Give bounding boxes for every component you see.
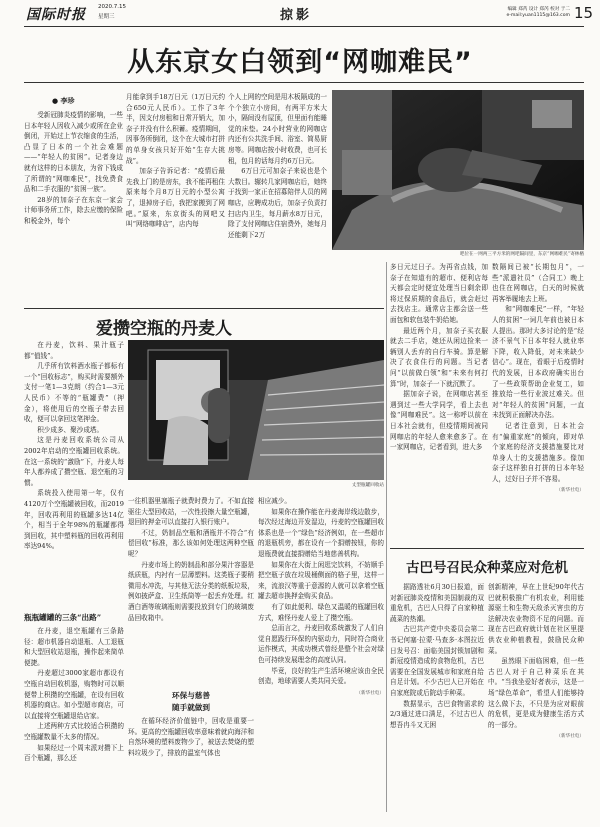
netcafe-photo bbox=[332, 90, 584, 250]
issue-date: 2020.7.15 bbox=[98, 4, 126, 10]
paper-logo: 国际时报 bbox=[26, 7, 86, 23]
paragraph: 据路透社6月30日报道，面对新冠肺炎疫情和美国制裁的双重危机，古巴人只得了自家种植蔬菜的热潮。 bbox=[390, 583, 484, 623]
paragraph: 记者注意到，日本社会有“偏重家庭”的倾向，即对单个家庭的经济支援措施要比对单身人士的支援措施多。像加奈子这样独自打拼的日本年轻人，过好日子并不容易。 bbox=[492, 421, 584, 483]
paragraph: 创新精神，早在上世纪90年代古巴就积极推广有机农业，利用能源驱土和生物天敌杀灭害虫的方法解决农业物资不足的问题。而现在古巴政府就计划在社区里提供农业种植教程，鼓励民众种菜。 bbox=[488, 583, 584, 655]
article2-col2 bbox=[128, 496, 254, 686]
article2-subheading-1: 瓶瓶罐罐的三条“出路” bbox=[24, 613, 102, 622]
paragraph: 多日元过日子。为再省点钱，加奈子在知道有的超市、便利店每天都会定时便宜处理当日剩余即将过保质期的食品后，就会赶过去找店主。通常店主都会送一些面包和软包装牛奶给她。 bbox=[390, 263, 488, 324]
article1-col5 bbox=[492, 262, 584, 502]
article2-col1 bbox=[24, 340, 124, 610]
article2-top-rule bbox=[24, 308, 384, 309]
article2-headline: 爱攒空瓶的丹麦人 bbox=[96, 319, 232, 339]
article2-col1b bbox=[24, 626, 124, 816]
article1-byline bbox=[52, 96, 75, 106]
paragraph: 不过，奶制品空瓶和酒瓶并不符合“有偿回收”标准，那么该如何处理这两种空瓶呢？ bbox=[128, 528, 254, 558]
paragraph: 如果你在大街上闲逛完饮料，不妨顺手把空瓶子放在垃圾桶侧面的格子里，这样一来，流浪汉等重于意源的人就可以拿着空瓶罐去超市换押金购买食品。 bbox=[258, 560, 384, 601]
article2-col2b bbox=[128, 716, 254, 812]
article1-col3 bbox=[228, 92, 327, 305]
paragraph: 数据显示，古巴食物需求的2/3通过进口满足，不过古巴人想吾冉斗又无困 bbox=[390, 699, 484, 729]
page-number: 15 bbox=[574, 4, 594, 22]
paragraph: 上述两种方式比较适合积攒的空瓶罐数量不太多的情况。 bbox=[24, 722, 124, 741]
paragraph: 受新冠肺炎疫情的影响，一些日本年轻人因收入减少或所在企业倒闭，开始过上节衣缩食的生活，凸显了日本的一个社会难题——“年轻人的贫困”。记者身边就有这样的日本朋友，为省下钱成了所谓的“网咖难民”，找免费食品和二手衣服的“贫困一族”。 bbox=[24, 111, 123, 194]
paragraph: 据加奈子说，在网咖店甚至遇到过一些大学同学，看上去也像“网咖难民”。这一称呼以前在日本社会就有，但疫情期间被同网咖店的年轻人愈来愈多了。在一家网咖店，记者看到，进大多 bbox=[390, 390, 488, 452]
headline-rule bbox=[24, 82, 584, 83]
issue-weekday: 星期三 bbox=[98, 14, 115, 20]
paragraph: 数隔间已被“长期包月”，一些“派遣社员”（合同工）晚上也住在网咖店，白天的时候就再客举履地去上班。 bbox=[492, 263, 584, 303]
source-note: （新华社电） bbox=[556, 488, 584, 494]
recycling-photo bbox=[128, 340, 384, 480]
source-note: （新华社电） bbox=[356, 690, 384, 696]
paragraph: 和“网咖难民”一样，“年轻人的贫困”一词几年前也被日本人提出。那时大多讨论的是“经济不景气下日本年轻人就业率下降，收入降低，对未来缺少信心”。现在，看眼于后疫情时代的发展，日本政府确实出台了一些政策帮助企业复工，如推放给一些行业波过难关。但对“年轻人的贫困”问题，一直未找到正面解决办法。 bbox=[492, 305, 584, 420]
paragraph: 月能拿到手18万日元（1万日元约合650元人民币）。工作了3年半，因支付房租和日常开销大，加奈子并没有什么积蓄。疫情期间，因事务所倒闭，这个在大城市打拼的单身女孩只好开始“生存大挑战”。 bbox=[126, 93, 225, 165]
paragraph: 在丹麦，退空瓶罐有三条路径：超市机器自动退瓶、人工退瓶和大型回收站退瓶，操作起来简单便捷。 bbox=[24, 627, 124, 667]
paragraph: 在丹麦，饮料、果汁瓶子都“值钱”。 bbox=[24, 341, 124, 360]
article3-col1 bbox=[390, 582, 484, 814]
netcafe-photo-caption: 吧位在一网两三平方米的网吧隔间里，东京“网咖难民”寄林楢 bbox=[459, 252, 584, 257]
paragraph: 丹麦市场上的奶制品和部分果汁容器是纸质瓶，内衬有一层薄塑料。这类瓶子要稍微用水冲洗，与其他无法分类的纸板垃圾，例如披萨盒、卫生纸筒等一起丢弃处理。红酒白酒等玻璃瓶则需要投放到专门的玻璃废品回收箱中。 bbox=[128, 560, 254, 622]
paragraph: 加奈子告诉记者：“疫情后最先我上门的是房东，我不能再租住原来每个月8万日元的小型公寓了，退掉房子后，我把家搬到了网吧。”原来，东京街头的网吧又叫“网络咖啡店”，店内每 bbox=[126, 167, 225, 229]
paragraph: 积少成多、聚沙成塔。 bbox=[37, 425, 104, 434]
paragraph: 28岁的加奈子在东京一家会计师事务所工作，除去应缴的保险和税金外，每个 bbox=[24, 195, 123, 225]
source-note: （新华社电） bbox=[556, 734, 584, 740]
paragraph: 古巴共产党中央委员会第二书记何塞·拉蒙·马查多·本图拉近日发号召：面临美国封锁加剧和新冠疫情造成的食物危机，古巴需要在全国发展城市和家庭自给自足计划。不少古巴人已开始在自家庭院或后院动手种菜。 bbox=[390, 625, 484, 697]
paragraph: 个人上网的空间是用木板隔成的一个个独立小房间，有两平方米大小，隔间没有屋顶，但里面有能睡觉的床垫。24小时营业的网咖店内还有公共洗手间、浴室、简易厨房等。网咖店按小时收费，也可长租，包月的话每月约6万日元。 bbox=[228, 93, 327, 165]
paragraph: 几乎所有饮料酒水瓶子都标有一个“回收标志”，购买时需要额外支付一笔1—3克朗（约合1—3元人民币）不等的“瓶罐费”（押金），将使用后的空瓶子带去回收，便可以拿回这笔押金。 bbox=[24, 362, 124, 424]
article3-top-rule bbox=[390, 548, 584, 549]
paragraph: 毕竟，良好的生产生活环境应该由全民创造，地球需要人类共同关爱。 bbox=[258, 666, 384, 686]
editor-line: 编辑 郑芮 设计 郑芮 校对 于二 bbox=[507, 7, 570, 12]
paragraph: 虽然眼下面临困难，但一些古巴人对于自己种菜乐在其中。“当我坐爱好者表示，这是一场“绿色革命”，希望人们能够持这么做下去，不只是为应对眼前的危机，更是成为健康生活方式的一部分。 bbox=[488, 657, 584, 729]
article1-col1 bbox=[24, 110, 123, 305]
email-line: e-mail:yuan1115@163.com bbox=[506, 13, 570, 18]
person-icon: ● bbox=[52, 96, 59, 105]
article1-col4 bbox=[390, 262, 488, 502]
masthead bbox=[0, 0, 600, 34]
paragraph: 相应减少。 bbox=[258, 497, 291, 505]
paragraph: 总而言之，丹麦回收系统激发了人们自觉自愿践行环保的内驱动力，同时符合商业运作模式，其成功模式曾经是整个社会对绿色可持续发展理念的高度认同。 bbox=[258, 624, 384, 664]
paragraph: 一往机器里塞瓶子就费时费力了。不如直接驱往大型回收站，一次性投擦大量空瓶罐，退回的押金可以直接打入银行账户。 bbox=[128, 497, 254, 527]
paragraph: 有了如此便利、绿色又温暖的瓶罐回收方式，难怪丹麦人爱上了攒空瓶。 bbox=[258, 602, 384, 622]
paragraph: 最近两个月，加奈子买衣服就去二手店，她还从闲边捡来一辆别人丢弃的自行车骑。算是解决了衣食住行的问题。当记者问“以前做白领”和“未来有何打算”时，加奈子一下就沉默了。 bbox=[390, 326, 488, 388]
section-title: 掠影 bbox=[280, 8, 313, 23]
subheading-line: 环保与慈善 bbox=[172, 691, 210, 700]
author-name: 李珍 bbox=[60, 96, 75, 105]
paragraph: 6万日元可加奈子来说也是个大数目。辗转几家网咖店后，她终于找到一家正在招募陪伴人员的网咖店，应聘成功后，加奈子负责打扫店内卫生，每月薪水8万日元，除了支付网咖店住宿费外，她每月还能剩下2万 bbox=[228, 167, 327, 239]
article1-col2 bbox=[126, 92, 225, 305]
paragraph: 如果经过一个周末派对攒下上百个瓶罐，那么还 bbox=[24, 743, 124, 763]
article2-col3 bbox=[258, 496, 384, 812]
article2-subheading-2 bbox=[128, 690, 254, 714]
paragraph: 在循环经济价值链中，回收是重要一环。更高的空瓶罐回收率意味着就向海洋和自然环境的塑料废物少了，被送去焚烧的塑料垃圾少了，排放的温室气体也 bbox=[128, 717, 254, 757]
article3-headline: 古巴号召民众种菜应对危机 bbox=[406, 560, 568, 576]
paragraph: 如果你在操作能在丹麦海岸线边散步，每次经过海边开发湿边，丹麦的空瓶罐回收体系也是一个“绿色”经济例如，在一些超市的退瓶机旁，都在设有一个捐赠按钮，你的退瓶费就直接捐赠给当地慈善机构。 bbox=[258, 507, 384, 558]
recycling-photo-caption: 丈型瓶罐回收站 bbox=[351, 483, 384, 488]
subheading-line: 随手就做到 bbox=[172, 703, 210, 712]
article3-col2 bbox=[488, 582, 584, 814]
article1-headline: 从东京女白领到“网咖难民” bbox=[127, 47, 473, 78]
masthead-rule bbox=[24, 26, 584, 27]
column-divider bbox=[386, 262, 387, 812]
paragraph: 这是丹麦回收系统公司从2002年启动的空瓶罐回收系统。在这一系统的“激励”下，丹麦人每年人都养成了攒空瓶、退空瓶的习惯。 bbox=[24, 436, 124, 487]
paragraph: 丹麦超过3000家超市都设有空瓶自动回收机器，购物时可以顺便带上积攒的空瓶罐，在设有回收机器的商店。如小型超市商店，可以直接将空瓶罐退给店家。 bbox=[24, 669, 124, 720]
paragraph: 系统投入使用第一年，仅有4120万个空瓶罐被回收，而2019年，回收再利用的瓶罐多达14亿个，相当于全年98%的瓶罐都得到回收，其中塑料瓶的回收再利用率达94%。 bbox=[24, 489, 124, 551]
